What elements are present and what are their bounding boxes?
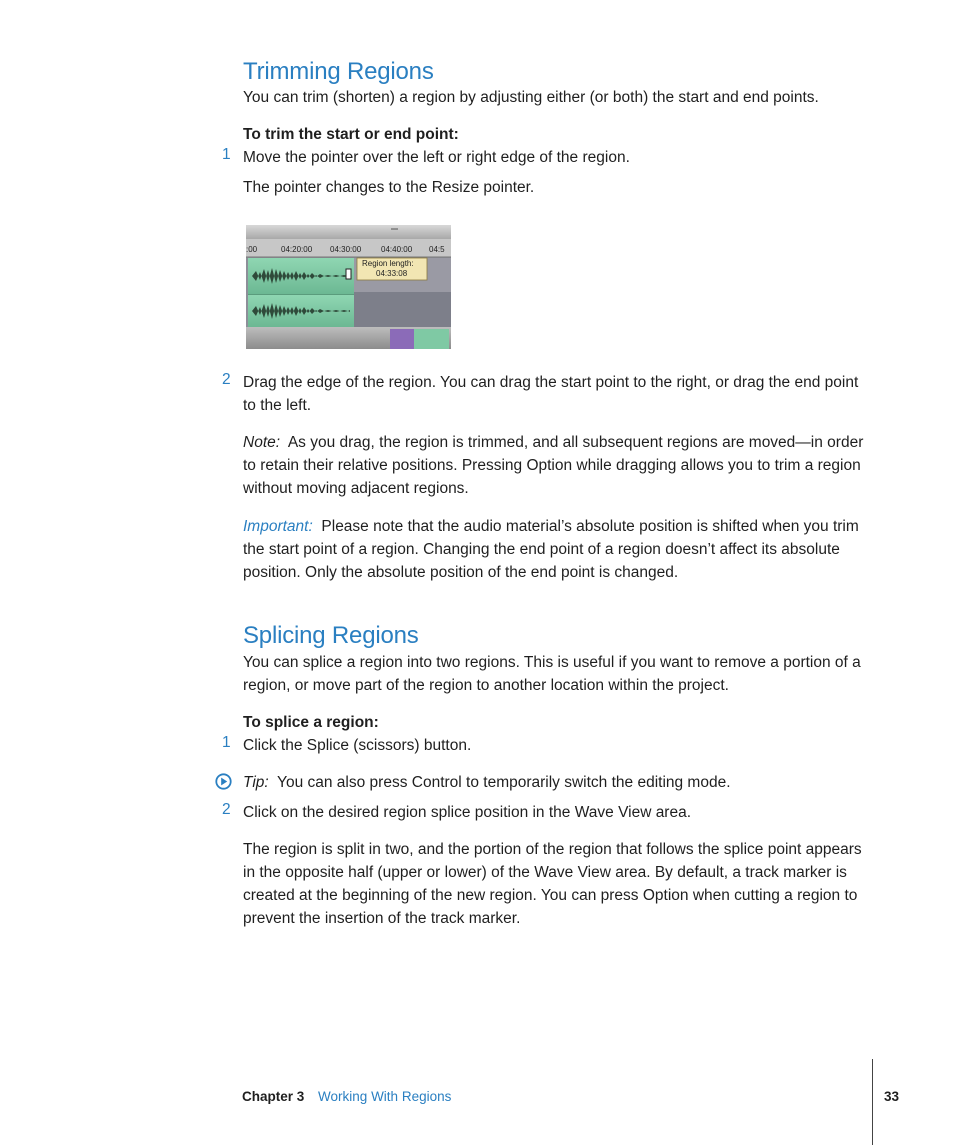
splicing-tip [243,771,868,794]
splicing-procedure-heading: To splice a region: [243,714,379,731]
trimming-important [243,515,868,584]
ruler-label: 04:5 [429,245,445,254]
screenshot-image [246,225,451,349]
chapter-title: Working With Regions [318,1089,452,1104]
chapter-number: Chapter 3 [242,1089,305,1104]
tip-text: You can also press Control to temporarily switch the editing mode. [277,774,731,791]
note-label: Note: [243,434,281,451]
important-text: Please note that the audio material’s absolute position is shifted when you trim the start point of a region. Changing the end point of a region doesn’t affect its absolute position. Only the absolute position of the end point is changed. [243,518,859,581]
trimming-step1: Move the pointer over the left or right edge of the region. [243,149,630,166]
footer-chapter [242,1089,451,1104]
ruler-label: 04:40:00 [381,245,413,254]
tip-arrow-icon [215,773,232,790]
splicing-step2-result: The region is split in two, and the portion of the region that follows the splice point appears in the opposite half (upper or lower) of the Wave View area. By default, a track marker is created at the beginning of the new region. You can press Option when cutting a region to prevent the insertion of the track marker. [243,841,862,927]
step-number: 1 [222,734,231,751]
footer-divider [872,1059,873,1145]
ruler-label: 04:30:00 [330,245,362,254]
tooltip-title: Region length: [362,259,414,268]
splicing-step2: Click on the desired region splice position in the Wave View area. [243,804,692,821]
trimming-step1-result: The pointer changes to the Resize pointer. [243,179,535,196]
splicing-step1: Click the Splice (scissors) button. [243,737,472,754]
ruler-label: :00 [246,245,258,254]
splicing-intro: You can splice a region into two regions. This is useful if you want to remove a portion of a region, or move part of the region to another location within the project. [243,654,861,694]
section-title-splicing: Splicing Regions [243,622,419,649]
trimming-step2: Drag the edge of the region. You can drag the start point to the right, or drag the end point to the left. [243,374,859,414]
step-number: 2 [222,801,231,818]
tip-label: Tip: [243,774,269,791]
step-number: 2 [222,371,231,388]
section-title-trimming: Trimming Regions [243,58,434,85]
trimming-procedure-heading: To trim the start or end point: [243,126,459,143]
trimming-note [243,431,868,500]
note-text: As you drag, the region is trimmed, and all subsequent regions are moved—in order to retain their relative positions. Pressing Option while dragging allows you to trim a region without moving adjacent regions. [243,434,864,497]
resize-pointer-screenshot [246,225,451,349]
trimming-intro: You can trim (shorten) a region by adjusting either (or both) the start and end points. [243,89,819,106]
ruler-label: 04:20:00 [281,245,313,254]
tooltip-value: 04:33:08 [376,269,408,278]
page-number: 33 [884,1089,900,1104]
important-label: Important: [243,518,313,535]
step-number: 1 [222,146,231,163]
